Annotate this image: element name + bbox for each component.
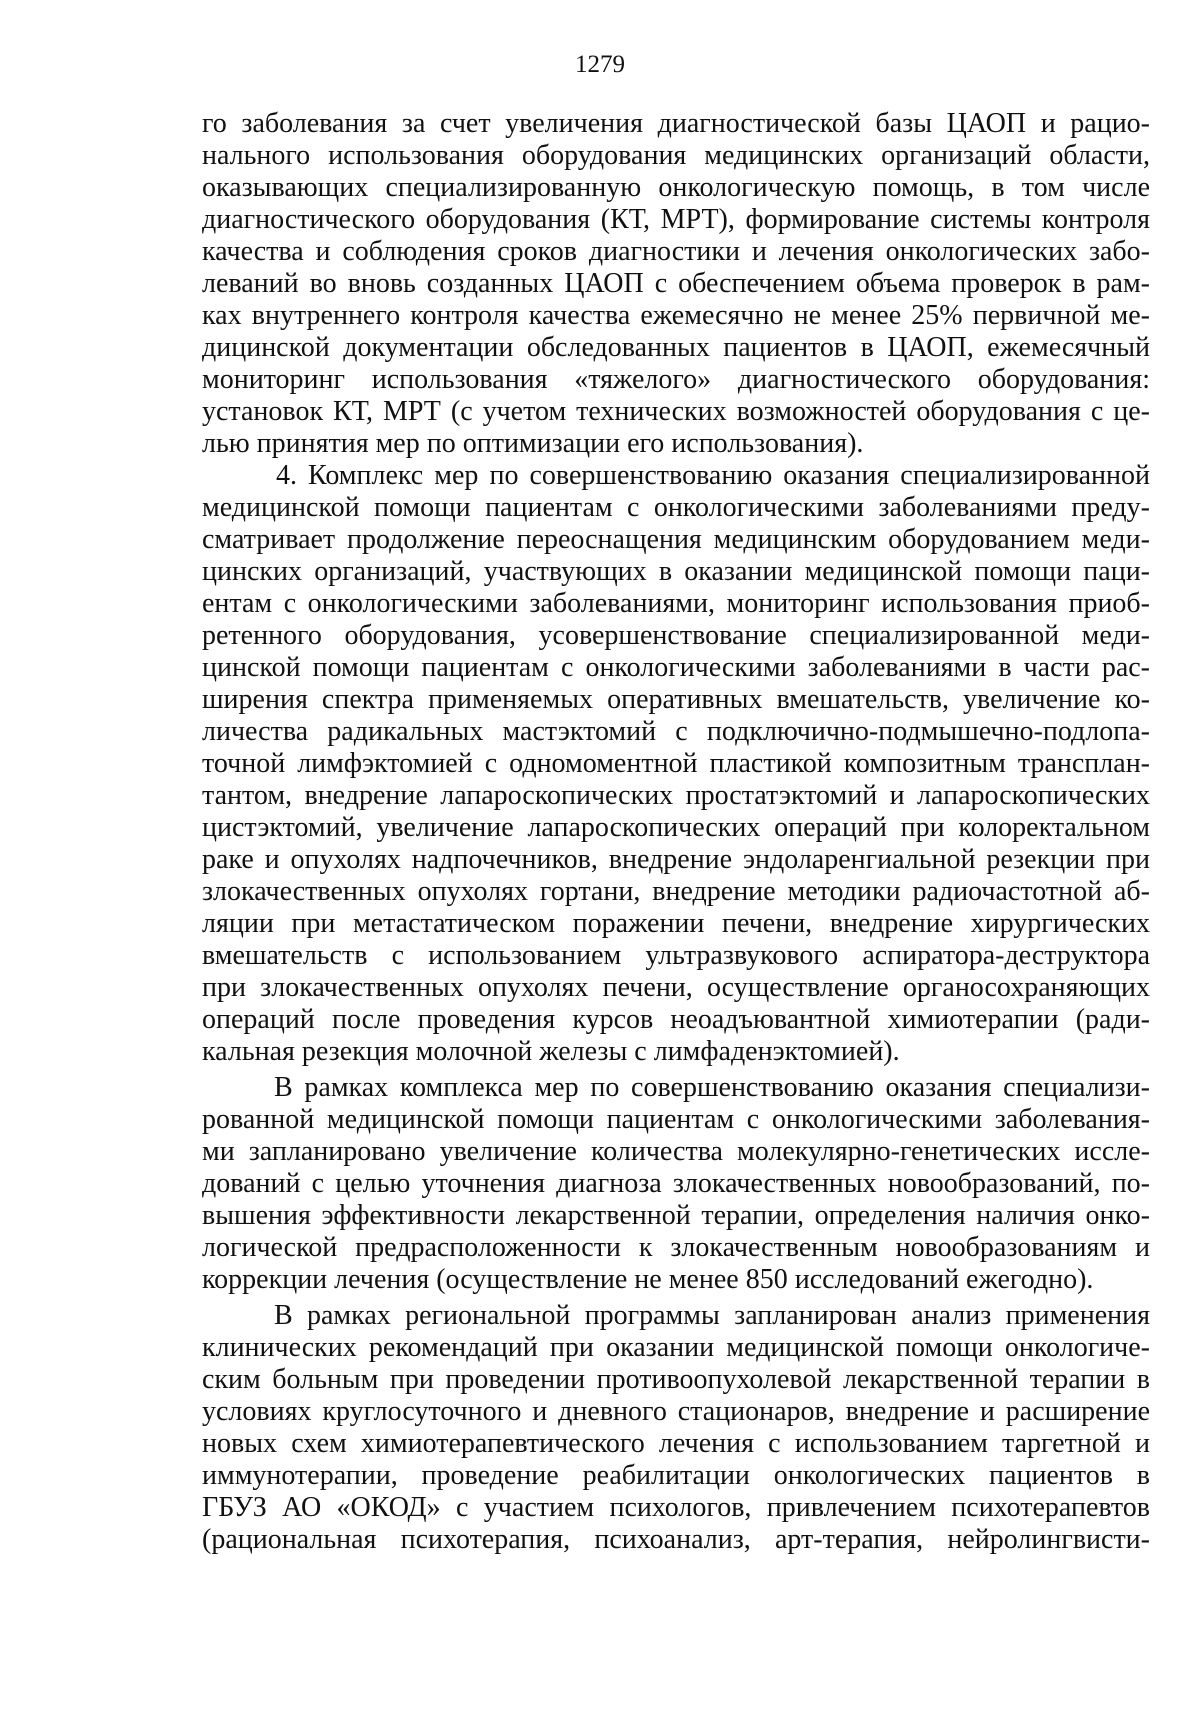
text-line: ским больным при проведении противоопухолевой лекарственной терапии в [202,1364,1150,1395]
text-line: установок КТ, МРТ (с учетом технических возможностей оборудования с це- [202,396,1150,427]
text-line: В рамках комплекса мер по совершенствованию оказания специализи- [274,1072,1150,1103]
text-line: мониторинг использования «тяжелого» диагностического оборудования: [202,364,1150,395]
text-line: личества радикальных мастэктомий с подключично-подмышечно-подлопа- [202,716,1150,747]
text-line: цинской помощи пациентам с онкологическими заболеваниями в части рас- [202,652,1150,683]
text-line: вмешательств с использованием ультразвукового аспиратора-деструктора [202,940,1150,971]
text-line: вышения эффективности лекарственной терапии, определения наличия онко- [202,1200,1150,1231]
body-text [202,108,1150,1556]
text-line: коррекции лечения (осуществление не менее 850 исследований ежегодно). [202,1264,1094,1295]
text-line: кальная резекция молочной железы с лимфаденэктомией). [202,1036,900,1067]
text-line: сматривает продолжение переоснащения медицинским оборудованием меди- [202,524,1150,555]
text-line: го заболевания за счет увеличения диагностической базы ЦАОП и рацио- [202,108,1150,139]
text-line: новых схем химиотерапевтического лечения с использованием таргетной и [202,1428,1150,1459]
text-line: леваний во вновь созданных ЦАОП с обеспечением объема проверок в рам- [202,268,1150,299]
text-line: (рациональная психотерапия, психоанализ, арт-терапия, нейролингвисти- [202,1524,1150,1555]
text-line: при злокачественных опухолях печени, осуществление органосохраняющих [202,972,1150,1003]
page-number: 1279 [575,51,625,78]
text-line: рованной медицинской помощи пациентам с онкологическими заболевания- [202,1104,1150,1135]
text-line: ретенного оборудования, усовершенствование специализированной меди- [202,620,1150,651]
text-line: цинских организаций, участвующих в оказании медицинской помощи паци- [202,556,1150,587]
text-line: диагностического оборудования (КТ, МРТ), формирование системы контроля [202,204,1150,235]
text-line: цистэктомий, увеличение лапароскопических операций при колоректальном [202,812,1150,843]
text-line: дицинской документации обследованных пациентов в ЦАОП, ежемесячный [202,332,1150,363]
text-line: дований с целью уточнения диагноза злокачественных новообразований, по- [202,1168,1150,1199]
text-line: ми запланировано увеличение количества молекулярно-генетических иссле- [202,1136,1150,1167]
text-line: раке и опухолях надпочечников, внедрение эндоларенгиальной резекции при [202,844,1150,875]
text-line: ентам с онкологическими заболеваниями, мониторинг использования приоб- [202,588,1150,619]
text-line: злокачественных опухолях гортани, внедрение методики радиочастотной аб- [202,876,1150,907]
text-line: лью принятия мер по оптимизации его использования). [202,428,864,459]
text-line: медицинской помощи пациентам с онкологическими заболеваниями преду- [202,492,1150,523]
text-line: 4. Комплекс мер по совершенствованию оказания специализированной [276,460,1150,491]
text-line: ширения спектра применяемых оперативных вмешательств, увеличение ко- [202,684,1150,715]
text-line: оказывающих специализированную онкологическую помощь, в том числе [202,172,1150,203]
text-line: тантом, внедрение лапароскопических простатэктомий и лапароскопических [202,780,1150,811]
text-line: логической предрасположенности к злокачественным новообразованиям и [202,1232,1150,1263]
text-line: иммунотерапии, проведение реабилитации онкологических пациентов в [202,1460,1150,1491]
text-line: нального использования оборудования медицинских организаций области, [202,140,1150,171]
text-line: клинических рекомендаций при оказании медицинской помощи онкологиче- [202,1332,1150,1363]
text-line: качества и соблюдения сроков диагностики и лечения онкологических забо- [202,236,1150,267]
text-line: точной лимфэктомией с одномоментной пластикой композитным трансплан- [202,748,1150,779]
text-line: условиях круглосуточного и дневного стационаров, внедрение и расширение [202,1396,1150,1427]
text-line: В рамках региональной программы запланирован анализ применения [274,1300,1150,1331]
text-line: ляции при метастатическом поражении печени, внедрение хирургических [202,908,1150,939]
text-line: ГБУЗ АО «ОКОД» с участием психологов, привлечением психотерапевтов [202,1492,1150,1523]
text-line: операций после проведения курсов неоадъювантной химиотерапии (ради- [202,1004,1150,1035]
text-line: ках внутреннего контроля качества ежемесячно не менее 25% первичной ме- [202,300,1150,331]
